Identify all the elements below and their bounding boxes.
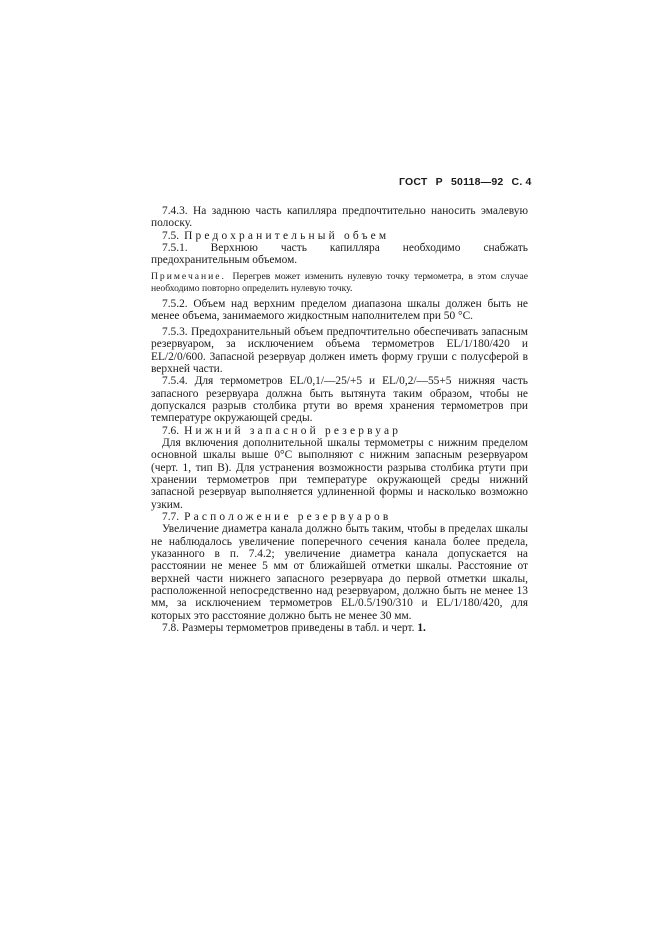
paragraph-7-5-2: 7.5.2. Объем над верхним пределом диапазона шкалы должен быть не менее объема, занимаемого жидкостным наполнителем при 50 °С. bbox=[151, 298, 528, 323]
paragraph-7-5-4: 7.5.4. Для термометров EL/0,1/—25/+5 и EL/0,2/—55+5 нижняя часть запасного резервуара должна быть вытянута таким образом, чтобы не допускался разрыв столбика ртути во время хранения термометров при температуре окружающей среды. bbox=[151, 375, 528, 425]
paragraph-7-8-text: 7.8. Размеры термометров приведены в табл. и черт. bbox=[162, 622, 415, 635]
heading-number: 7.5. bbox=[162, 229, 180, 242]
note bbox=[151, 271, 528, 295]
paragraph-7-5-1: 7.5.1. Верхнюю часть капилляра необходимо снабжать предохранительным объемом. bbox=[151, 242, 528, 267]
page-number: С. 4 bbox=[511, 176, 532, 188]
heading-7-5 bbox=[151, 230, 528, 242]
drawing-reference: 1. bbox=[417, 622, 426, 635]
standard-letter: Р bbox=[435, 176, 443, 188]
heading-title: Предохранительный объем bbox=[184, 229, 390, 242]
page-header bbox=[399, 176, 537, 188]
note-text: Перегрев может изменить нулевую точку термометра, в этом случае необходимо повторно определить нулевую точку. bbox=[151, 270, 528, 294]
paragraph-7-7: Увеличение диаметра канала должно быть таким, чтобы в пределах шкалы не наблюдалось увеличение поперечного сечения канала более предела, указанного в п. 7.4.2; увеличение диаметра канала допускается на расстоянии не менее 5 мм от ближайшей отметки шкалы. Расстояние от верхней части нижнего запасного резервуара до первой отметки шкалы, расположенной непосредственно над резервуаром, должно быть не менее 13 мм, за исключением термометров EL/0.5/190/310 и EL/1/180/420, для которых это расстояние должно быть не менее 30 мм. bbox=[151, 523, 528, 622]
heading-number: 7.7. bbox=[162, 510, 180, 523]
paragraph-7-6: Для включения дополнительной шкалы термометры с нижним пределом основной шкалы выше 0°С выполняют с нижним запасным резервуаром (черт. 1, тип В). Для устранения возможности разрыва столбика ртути при хранении термометров при температуре окружающей среды нижний запасной резервуар выполняется удлиненной формы и насколько возможно узким. bbox=[151, 436, 528, 511]
standard-label: ГОСТ bbox=[399, 176, 428, 188]
heading-title: Нижний запасной резервуар bbox=[184, 424, 402, 437]
heading-number: 7.6. bbox=[162, 424, 180, 437]
paragraph-7-4-3: 7.4.3. На заднюю часть капилляра предпочтительно наносить эмалевую полоску. bbox=[151, 205, 528, 230]
paragraph-7-5-3: 7.5.3. Предохранительный объем предпочтительно обеспечивать запасным резервуаром, за исключением объема термометров EL/1/180/420 и EL/2/0/600. Запасной резервуар должен иметь форму груши с полусферой в верхней части. bbox=[151, 325, 528, 375]
document-body bbox=[151, 205, 528, 634]
heading-7-7 bbox=[151, 511, 528, 523]
paragraph-7-8 bbox=[151, 622, 528, 634]
heading-7-6 bbox=[151, 425, 528, 437]
note-label: Примечание. bbox=[151, 270, 226, 282]
standard-number: 50118—92 bbox=[451, 176, 504, 188]
heading-title: Расположение резервуаров bbox=[184, 510, 392, 523]
